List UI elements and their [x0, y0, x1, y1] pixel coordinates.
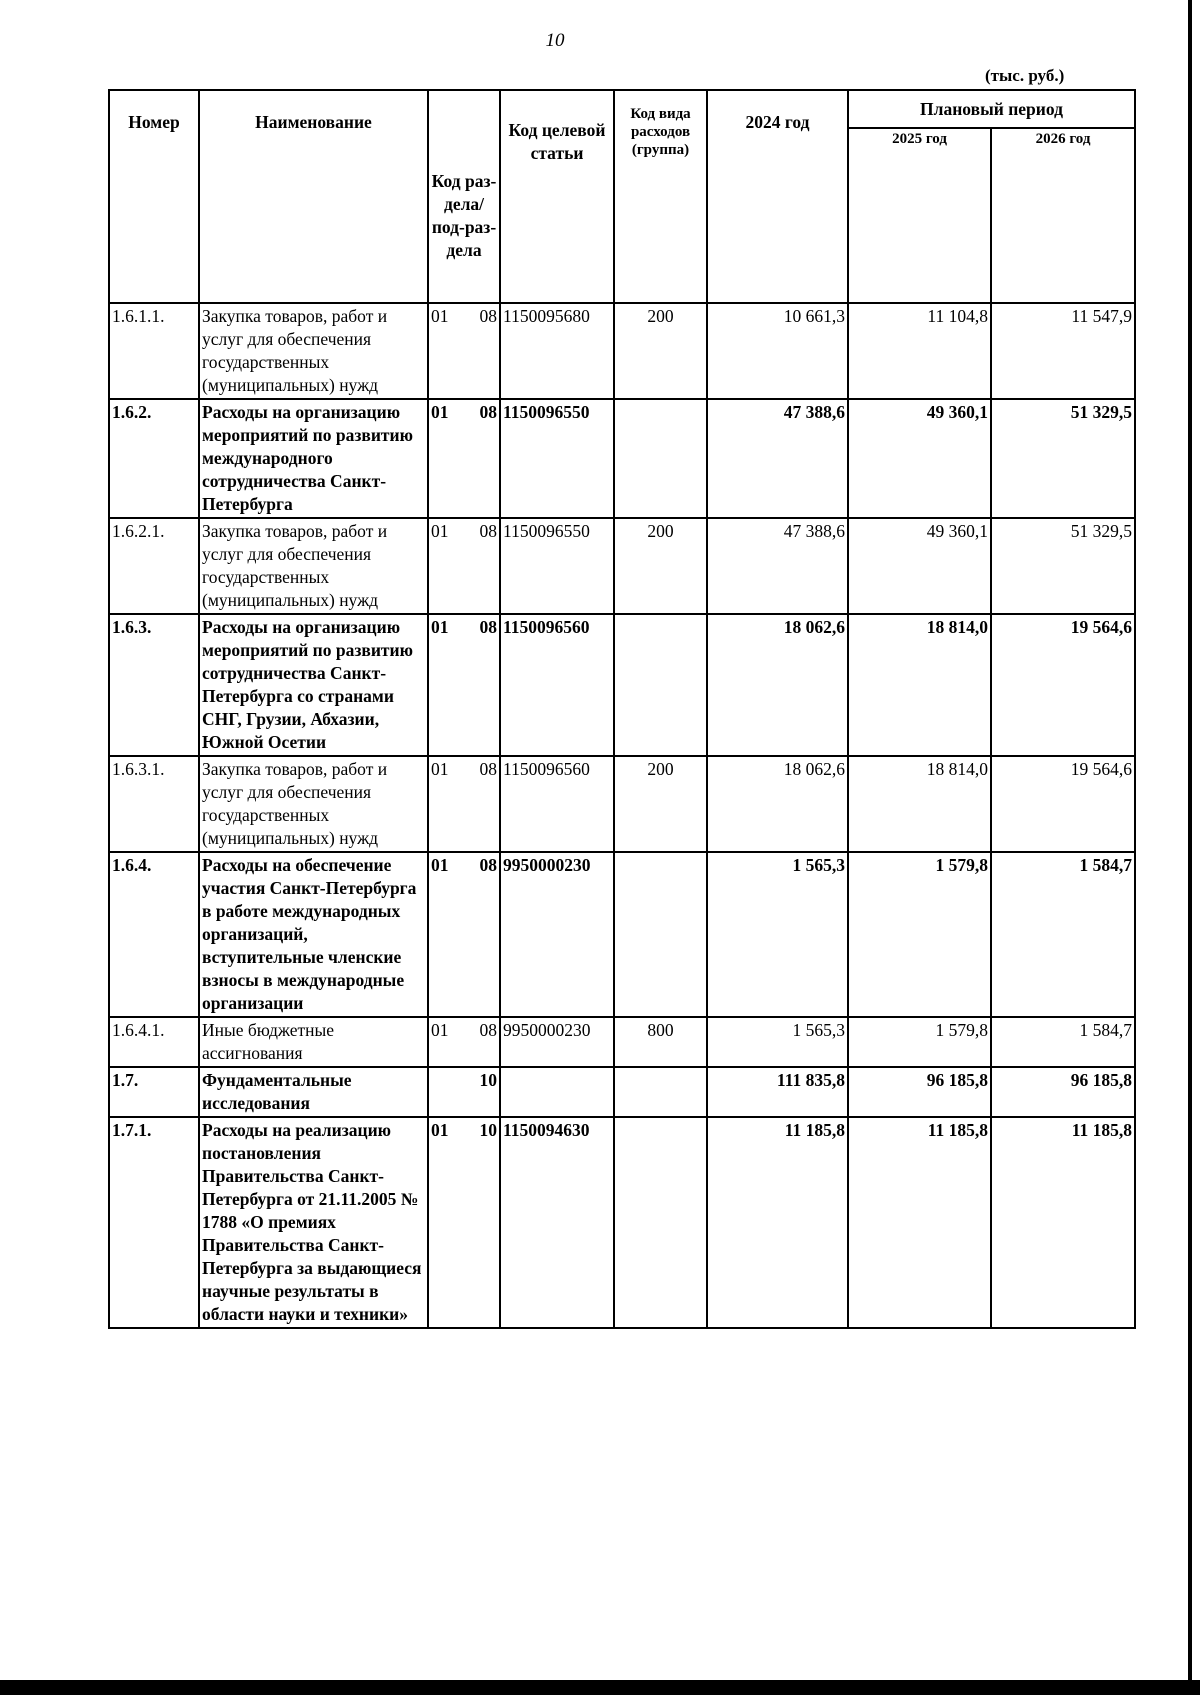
scan-edge-right: [1188, 0, 1192, 1695]
header-planned-period: Плановый период: [848, 90, 1135, 128]
row-type: [614, 399, 707, 518]
row-2026: 51 329,5: [991, 518, 1135, 614]
table-row: [109, 518, 1135, 614]
row-target: 1150096560: [500, 614, 614, 756]
row-target: 1150094630: [500, 1117, 614, 1328]
row-type: 200: [614, 518, 707, 614]
scan-edge-bottom: [0, 1680, 1200, 1695]
row-2026: 11 185,8: [991, 1117, 1135, 1328]
row-target: [500, 1067, 614, 1117]
row-2024: 10 661,3: [707, 303, 848, 399]
row-number: 1.6.1.1.: [109, 303, 199, 399]
row-name: Расходы на реализацию постановления Правительства Санкт-Петербурга от 21.11.2005 № 1788 «О премиях Правительства Санкт-Петербурга за выдающиеся научные результаты в области науки и техники»: [199, 1117, 428, 1328]
header-expense-type: Код вида расходов (группа): [614, 90, 707, 303]
row-name: Расходы на организацию мероприятий по развитию сотрудничества Санкт-Петербурга со странами СНГ, Грузии, Абхазии, Южной Осетии: [199, 614, 428, 756]
table-row: [109, 1067, 1135, 1117]
row-2024: 1 565,3: [707, 852, 848, 1017]
row-target: 9950000230: [500, 1017, 614, 1067]
row-number: 1.6.3.1.: [109, 756, 199, 852]
row-type: 200: [614, 303, 707, 399]
row-section: 01 08: [428, 756, 500, 852]
header-2025: 2025 год: [848, 128, 991, 303]
row-2025: 1 579,8: [848, 852, 991, 1017]
row-2026: 96 185,8: [991, 1067, 1135, 1117]
row-2025: 96 185,8: [848, 1067, 991, 1117]
table-row: [109, 1117, 1135, 1328]
row-number: 1.6.2.: [109, 399, 199, 518]
row-number: 1.6.4.1.: [109, 1017, 199, 1067]
row-2024: 111 835,8: [707, 1067, 848, 1117]
row-2025: 18 814,0: [848, 756, 991, 852]
row-2024: 11 185,8: [707, 1117, 848, 1328]
row-type: 800: [614, 1017, 707, 1067]
row-2024: 47 388,6: [707, 399, 848, 518]
table-row: [109, 614, 1135, 756]
row-name: Закупка товаров, работ и услуг для обеспечения государственных (муниципальных) нужд: [199, 303, 428, 399]
row-target: 1150095680: [500, 303, 614, 399]
row-number: 1.6.2.1.: [109, 518, 199, 614]
units-label: (тыс. руб.): [985, 66, 1065, 85]
page-number: 10: [545, 30, 565, 51]
row-section: 01 10: [428, 1117, 500, 1328]
row-section: 01 08: [428, 518, 500, 614]
row-2024: 1 565,3: [707, 1017, 848, 1067]
row-number: 1.6.4.: [109, 852, 199, 1017]
row-type: [614, 1067, 707, 1117]
row-section: 01 08: [428, 852, 500, 1017]
table-row: [109, 1017, 1135, 1067]
table-row: [109, 303, 1135, 399]
row-2026: 51 329,5: [991, 399, 1135, 518]
row-type: [614, 1117, 707, 1328]
row-target: 1150096550: [500, 518, 614, 614]
row-2025: 11 185,8: [848, 1117, 991, 1328]
row-2024: 18 062,6: [707, 756, 848, 852]
row-name: Закупка товаров, работ и услуг для обеспечения государственных (муниципальных) нужд: [199, 518, 428, 614]
row-section: 01 08: [428, 1017, 500, 1067]
row-2026: 19 564,6: [991, 756, 1135, 852]
row-type: 200: [614, 756, 707, 852]
header-section: Код раз-дела/ под-раз-дела: [428, 90, 500, 303]
row-section: 01 08: [428, 399, 500, 518]
row-2026: 1 584,7: [991, 1017, 1135, 1067]
row-target: 1150096560: [500, 756, 614, 852]
header-target: Код целевой статьи: [500, 90, 614, 303]
row-name: Фундаментальные исследования: [199, 1067, 428, 1117]
row-2026: 1 584,7: [991, 852, 1135, 1017]
row-section: 01 08: [428, 303, 500, 399]
table-row: [109, 852, 1135, 1017]
row-section: 10: [428, 1067, 500, 1117]
table-row: [109, 399, 1135, 518]
row-name: Иные бюджетные ассигнования: [199, 1017, 428, 1067]
row-type: [614, 614, 707, 756]
header-number: Номер: [109, 90, 199, 303]
row-2025: 49 360,1: [848, 399, 991, 518]
row-2026: 11 547,9: [991, 303, 1135, 399]
header-name: Наименование: [199, 90, 428, 303]
row-target: 9950000230: [500, 852, 614, 1017]
row-name: Расходы на организацию мероприятий по развитию международного сотрудничества Санкт-Петербурга: [199, 399, 428, 518]
row-type: [614, 852, 707, 1017]
budget-table: [108, 89, 1136, 1329]
row-number: 1.6.3.: [109, 614, 199, 756]
row-name: Расходы на обеспечение участия Санкт-Петербурга в работе международных организаций, вступительные членские взносы в международные организации: [199, 852, 428, 1017]
row-2025: 1 579,8: [848, 1017, 991, 1067]
row-number: 1.7.1.: [109, 1117, 199, 1328]
row-2026: 19 564,6: [991, 614, 1135, 756]
row-2025: 18 814,0: [848, 614, 991, 756]
row-2025: 11 104,8: [848, 303, 991, 399]
row-number: 1.7.: [109, 1067, 199, 1117]
row-name: Закупка товаров, работ и услуг для обеспечения государственных (муниципальных) нужд: [199, 756, 428, 852]
header-2026: 2026 год: [991, 128, 1135, 303]
row-2025: 49 360,1: [848, 518, 991, 614]
row-section: 01 08: [428, 614, 500, 756]
header-2024: 2024 год: [707, 90, 848, 303]
row-target: 1150096550: [500, 399, 614, 518]
row-2024: 47 388,6: [707, 518, 848, 614]
table-row: [109, 756, 1135, 852]
row-2024: 18 062,6: [707, 614, 848, 756]
